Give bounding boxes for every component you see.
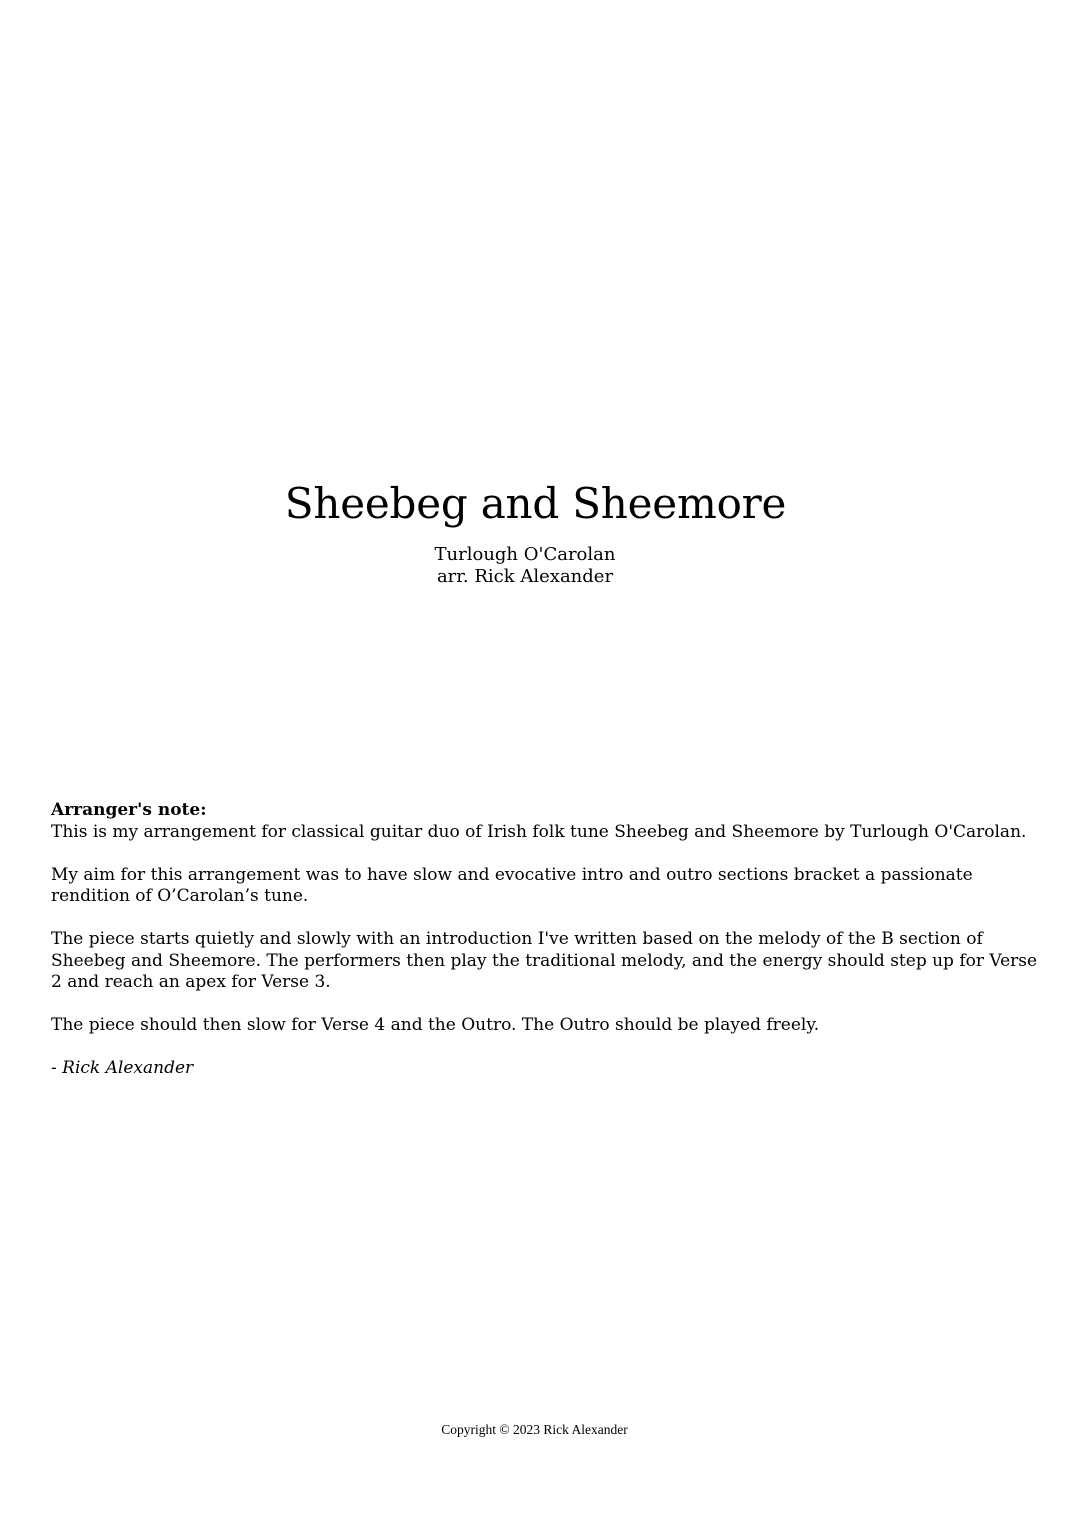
arrangers-note — [51, 800, 1041, 1080]
composer-name: Turlough O'Carolan — [434, 544, 616, 565]
copyright-footer: Copyright © 2023 Rick Alexander — [441, 1422, 628, 1437]
note-paragraph-2: My aim for this arrangement was to have slow and evocative intro and outro sections bracket a passionate rendition of O’Carolan’s tune. — [51, 864, 973, 906]
credits-block — [0, 544, 1050, 588]
signature-prefix: - — [51, 1058, 63, 1078]
note-heading: Arranger's note: — [51, 800, 207, 820]
signature-name: Rick Alexander — [62, 1058, 194, 1078]
note-paragraph-1: This is my arrangement for classical guitar duo of Irish folk tune Sheebeg and Sheemore by Turlough O'Carolan. — [51, 821, 1027, 842]
score-title: Sheebeg and Sheemore — [284, 479, 787, 528]
note-signature — [51, 1058, 1041, 1080]
note-paragraph-4: The piece should then slow for Verse 4 and the Outro. The Outro should be played freely. — [51, 1015, 820, 1035]
arranger-name: arr. Rick Alexander — [436, 566, 614, 587]
note-paragraph-3: The piece starts quietly and slowly with an introduction I've written based on the melody of the B section of Sheebeg and Sheemore. The performers then play the traditional melody, and the energy should step up for Verse 2 and reach an apex for Verse 3. — [51, 929, 1038, 992]
